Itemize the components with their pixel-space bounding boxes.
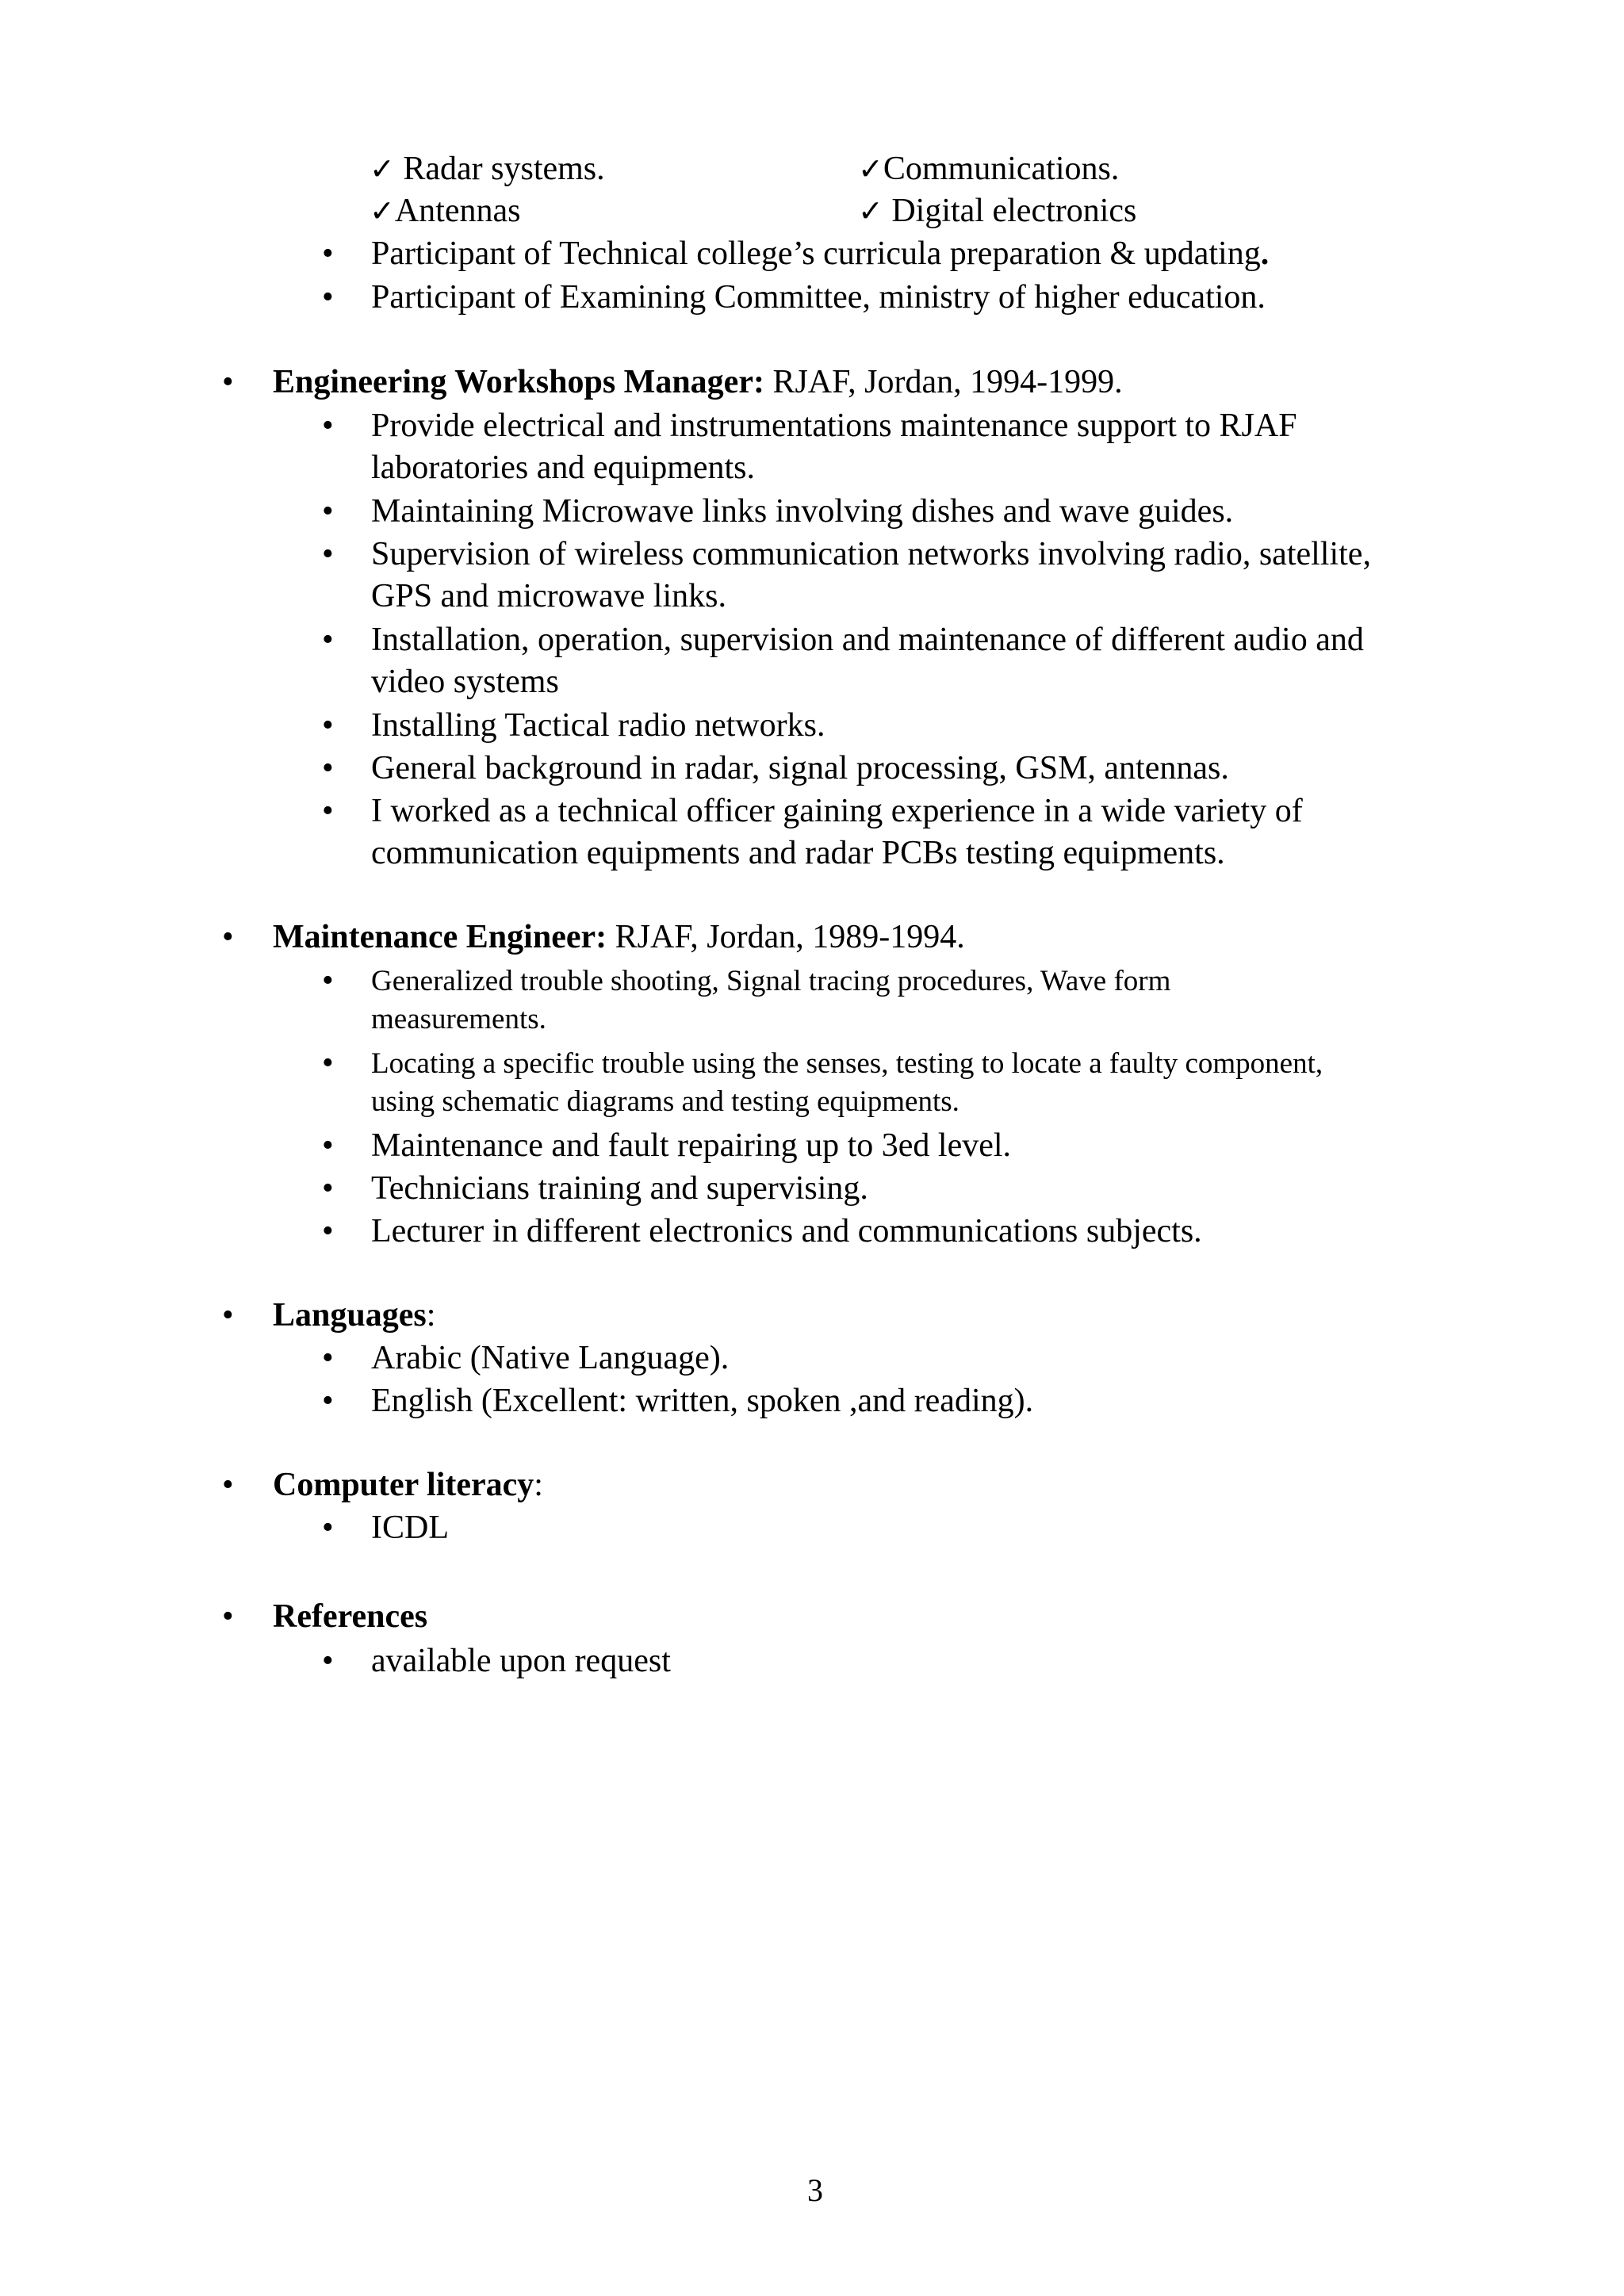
checklist-text: Communications. [883, 151, 1120, 187]
bullet-icon: • [322, 493, 334, 530]
bullet-icon: • [322, 793, 334, 829]
checkmark-icon: ✓ [370, 151, 395, 186]
list-item-continuation: laboratories and equipments. [371, 450, 756, 486]
list-item: Provide electrical and instrumentations maintenance support to RJAF [371, 408, 1297, 444]
bullet-icon: • [222, 1598, 234, 1635]
bullet-icon: • [322, 1045, 334, 1081]
checkmark-icon: ✓ [858, 151, 883, 186]
checklist-item-communications [858, 147, 1119, 190]
bullet-icon: • [222, 364, 234, 400]
section-title: Languages [273, 1297, 427, 1334]
section-detail: RJAF, Jordan, 1994-1999. [764, 364, 1123, 400]
section-colon: : [426, 1297, 436, 1334]
section-detail: RJAF, Jordan, 1989-1994. [607, 919, 965, 955]
bullet-icon: • [322, 750, 334, 786]
bullet-icon: • [322, 536, 334, 572]
list-item: Locating a specific trouble using the senses, testing to locate a faulty component, [371, 1047, 1323, 1080]
list-item-continuation: using schematic diagrams and testing equipments. [371, 1085, 959, 1118]
bullet-icon: • [322, 1383, 334, 1419]
section-colon: : [534, 1467, 543, 1503]
checklist-text: Antennas [394, 193, 521, 229]
list-item: Arabic (Native Language). [371, 1340, 730, 1376]
list-item: Installing Tactical radio networks. [371, 707, 825, 744]
checklist-item-radar [370, 147, 605, 190]
section-heading-workshops [273, 361, 1123, 404]
list-item: I worked as a technical officer gaining experience in a wide variety of [371, 793, 1303, 829]
bullet-icon: • [322, 1510, 334, 1546]
bullet-icon: • [222, 1467, 234, 1503]
list-item: Technicians training and supervising. [371, 1170, 868, 1207]
list-item: General background in radar, signal processing, GSM, antennas. [371, 750, 1229, 786]
list-item: English (Excellent: written, spoken ,and reading). [371, 1383, 1034, 1419]
bullet-icon: • [322, 235, 334, 272]
list-item: Maintaining Microwave links involving dishes and wave guides. [371, 493, 1234, 530]
list-item-continuation: communication equipments and radar PCBs testing equipments. [371, 835, 1225, 871]
bullet-icon: • [322, 622, 334, 658]
page-number: 3 [807, 2172, 823, 2208]
checkmark-icon: ✓ [370, 193, 395, 228]
list-item: Maintenance and fault repairing up to 3ed level. [371, 1127, 1012, 1164]
list-item: available upon request [371, 1643, 671, 1679]
checklist-item-digital [858, 189, 1136, 232]
checklist-text: Digital electronics [891, 193, 1137, 229]
list-item-suffix: . [1260, 235, 1270, 272]
list-item-continuation: measurements. [371, 1003, 546, 1035]
section-title: Maintenance Engineer: [273, 919, 607, 955]
list-item: Participant of Examining Committee, ministry of higher education. [371, 279, 1266, 316]
section-title: Computer literacy [273, 1467, 534, 1503]
list-item-continuation: GPS and microwave links. [371, 578, 726, 614]
bullet-icon: • [322, 1170, 334, 1207]
list-item: Lecturer in different electronics and communications subjects. [371, 1213, 1202, 1249]
section-heading-languages [273, 1294, 435, 1337]
list-item: Generalized trouble shooting, Signal tracing procedures, Wave form [371, 965, 1171, 997]
list-item-text: Participant of Technical college’s curricula preparation & updating [371, 235, 1261, 272]
bullet-icon: • [322, 1643, 334, 1679]
section-title: References [273, 1598, 428, 1635]
list-item: Installation, operation, supervision and maintenance of different audio and [371, 622, 1364, 658]
list-item [371, 232, 1269, 275]
bullet-icon: • [322, 1213, 334, 1249]
list-item: ICDL [371, 1510, 449, 1546]
list-item-continuation: video systems [371, 664, 559, 700]
section-heading-references [273, 1595, 427, 1638]
section-heading-maintenance [273, 916, 965, 959]
bullet-icon: • [222, 919, 234, 955]
bullet-icon: • [322, 408, 334, 444]
list-item: Supervision of wireless communication networks involving radio, satellite, [371, 536, 1371, 572]
bullet-icon: • [322, 1127, 334, 1164]
bullet-icon: • [322, 1340, 334, 1376]
bullet-icon: • [322, 279, 334, 316]
bullet-icon: • [222, 1297, 234, 1334]
checklist-item-antennas [370, 189, 520, 232]
checklist-text: Radar systems. [403, 151, 605, 187]
bullet-icon: • [322, 962, 334, 999]
section-title: Engineering Workshops Manager: [273, 364, 764, 400]
section-heading-computer [273, 1464, 543, 1506]
checkmark-icon: ✓ [858, 193, 883, 228]
bullet-icon: • [322, 707, 334, 744]
